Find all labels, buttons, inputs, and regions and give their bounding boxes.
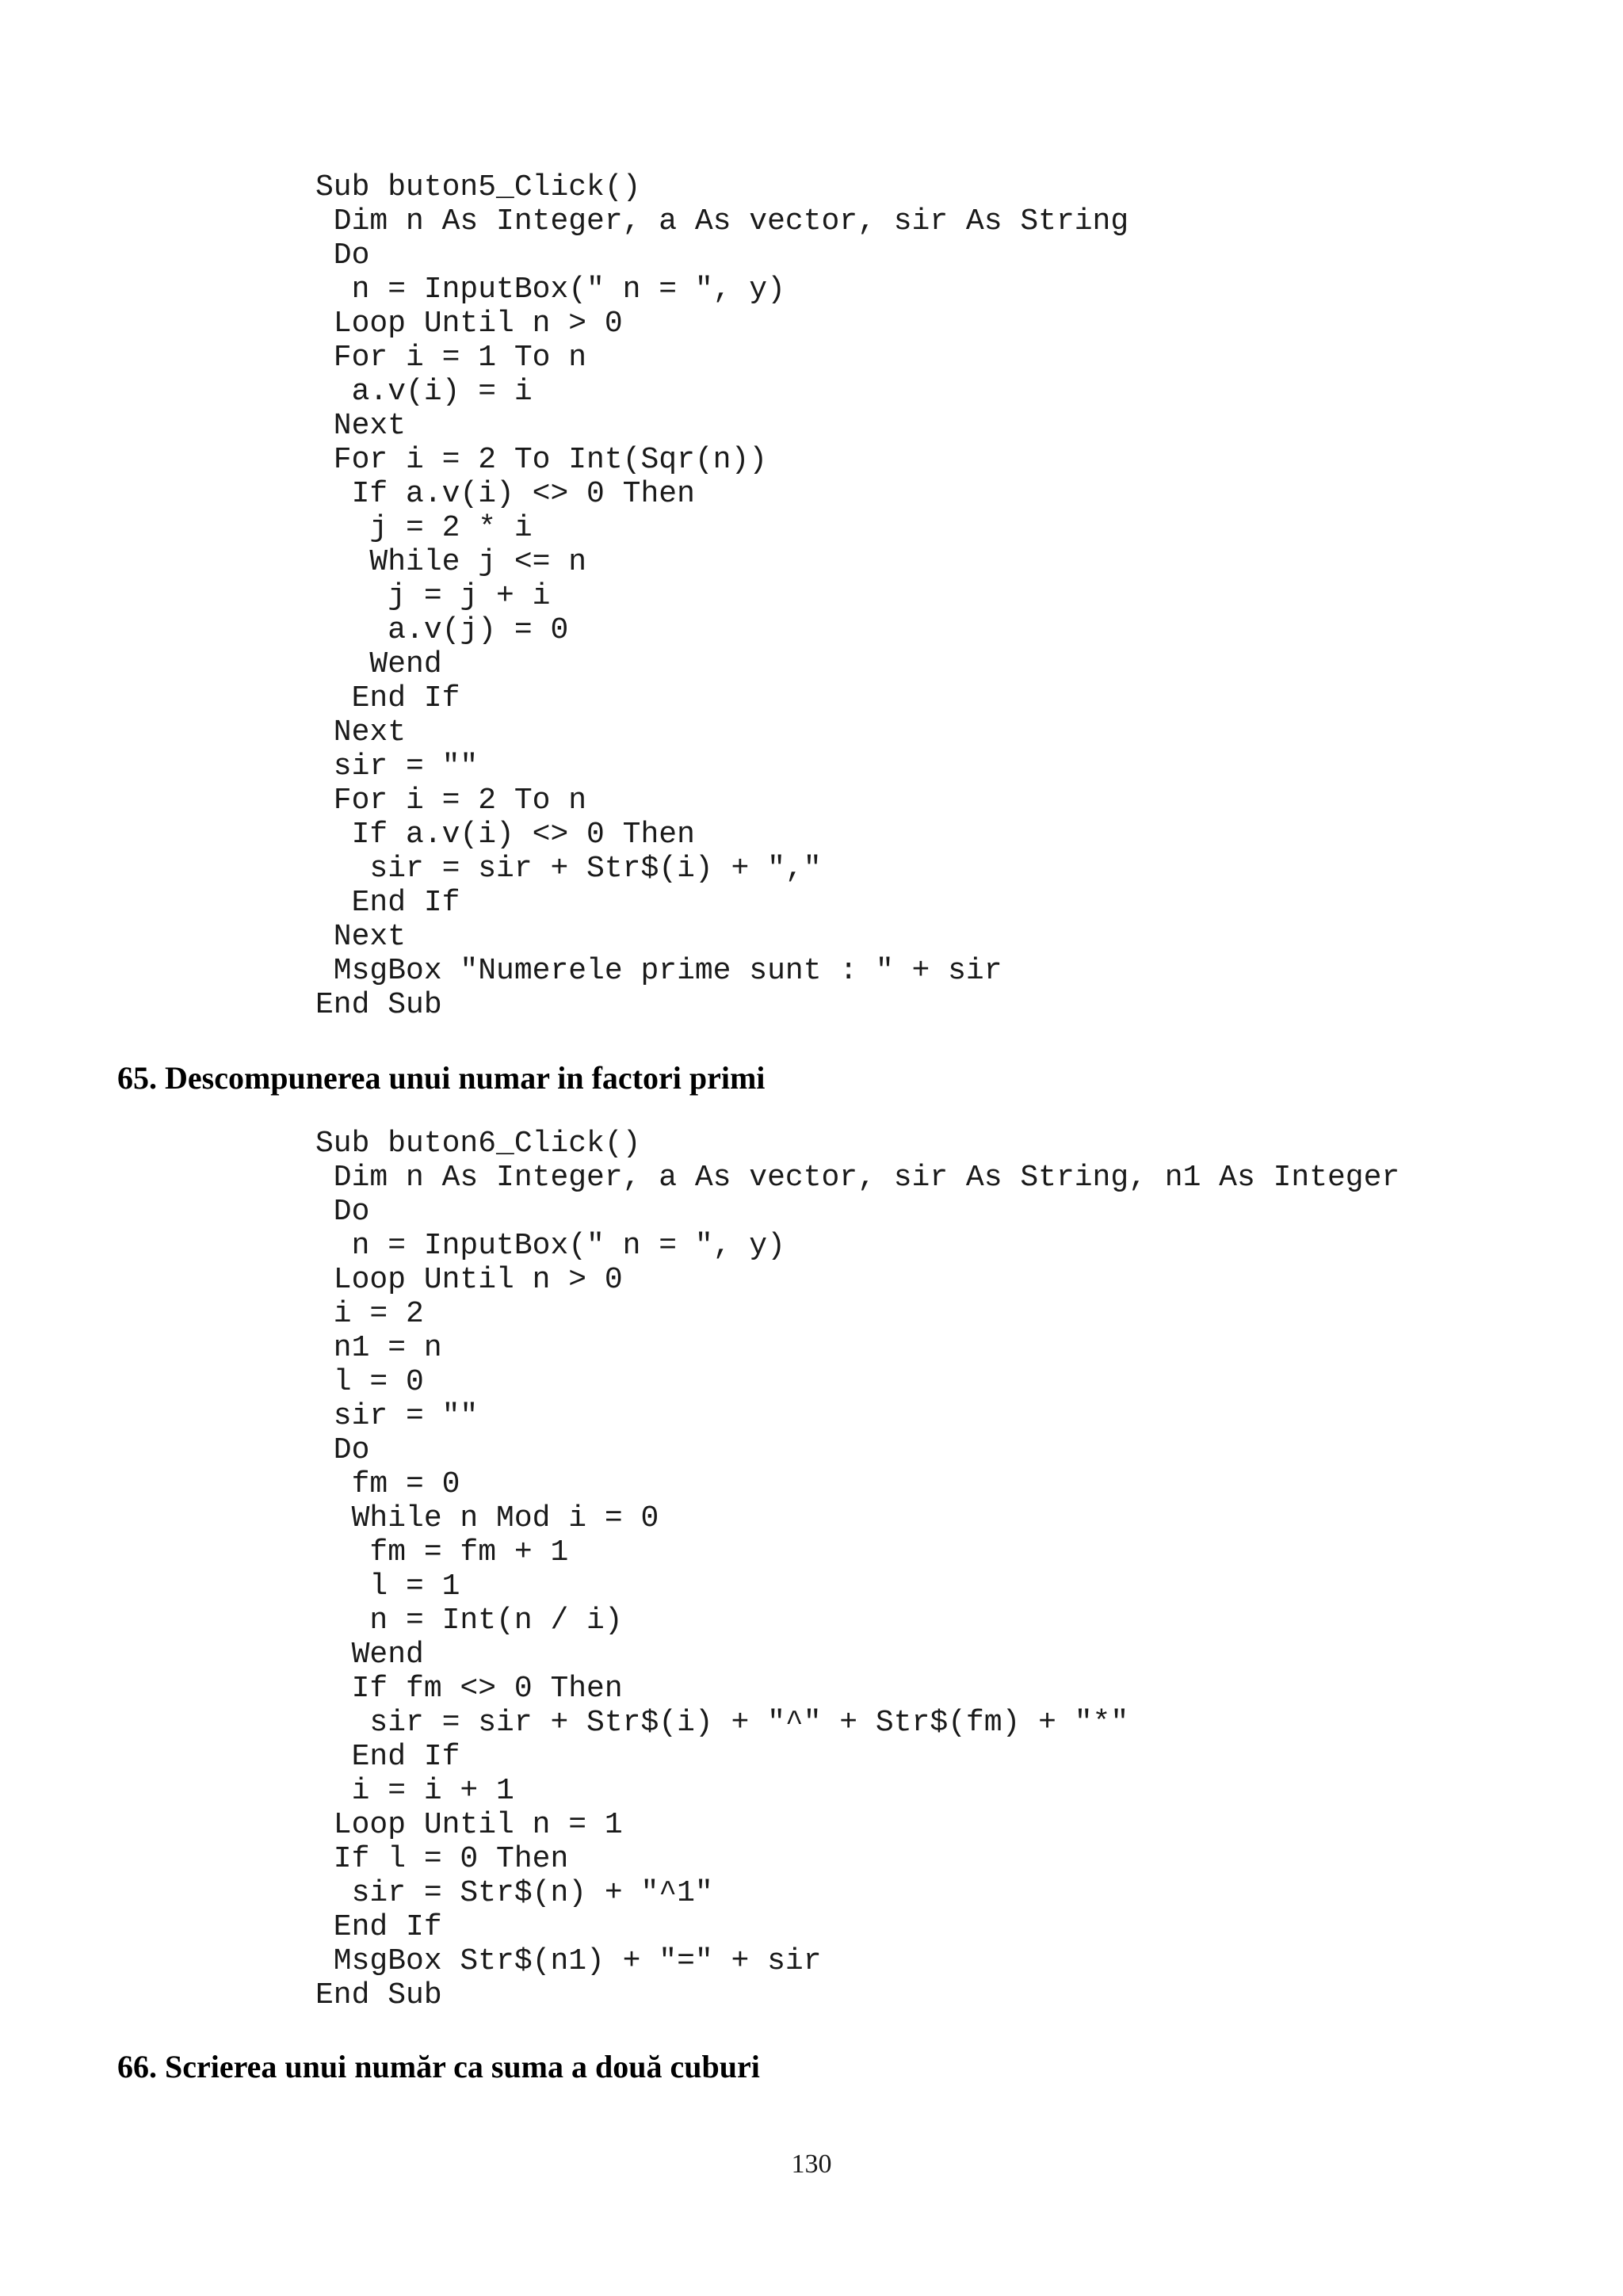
code-line: Sub buton5_Click() bbox=[315, 170, 641, 204]
code-line: Loop Until n > 0 bbox=[315, 307, 623, 341]
code-line: j = j + i bbox=[315, 579, 551, 613]
code-line: If fm <> 0 Then bbox=[315, 1672, 623, 1706]
code-line: n = InputBox(" n = ", y) bbox=[315, 1229, 785, 1263]
code-line: End Sub bbox=[315, 1978, 442, 2012]
code-line: j = 2 * i bbox=[315, 511, 533, 545]
code-line: End Sub bbox=[315, 988, 442, 1022]
code-line: For i = 1 To n bbox=[315, 341, 587, 375]
code-line: End If bbox=[315, 1910, 442, 1944]
code-line: Do bbox=[315, 1195, 370, 1229]
code-line: n1 = n bbox=[315, 1331, 442, 1365]
code-line: Wend bbox=[315, 647, 442, 681]
code-line: Loop Until n = 1 bbox=[315, 1808, 623, 1842]
code-line: i = i + 1 bbox=[315, 1774, 514, 1808]
code-line: Do bbox=[315, 238, 370, 273]
code-line: While n Mod i = 0 bbox=[315, 1501, 659, 1535]
code-line: MsgBox "Numerele prime sunt : " + sir bbox=[315, 954, 1002, 988]
code-line: l = 0 bbox=[315, 1365, 424, 1399]
code-line: i = 2 bbox=[315, 1297, 424, 1331]
code-line: Next bbox=[315, 715, 407, 749]
code-line: If l = 0 Then bbox=[315, 1842, 569, 1876]
code-line: a.v(j) = 0 bbox=[315, 613, 569, 647]
section-heading-66: 66. Scrierea unui număr ca suma a două cuburi bbox=[117, 2049, 760, 2084]
code-line: sir = "" bbox=[315, 1399, 479, 1433]
code-line: n = InputBox(" n = ", y) bbox=[315, 273, 785, 307]
code-line: MsgBox Str$(n1) + "=" + sir bbox=[315, 1944, 822, 1978]
code-line: End If bbox=[315, 681, 460, 715]
page-number: 130 bbox=[791, 2149, 832, 2179]
code-line: sir = sir + Str$(i) + "^" + Str$(fm) + "*" bbox=[315, 1706, 1129, 1740]
code-line: sir = Str$(n) + "^1" bbox=[315, 1876, 713, 1910]
code-line: For i = 2 To Int(Sqr(n)) bbox=[315, 443, 768, 477]
code-line: sir = sir + Str$(i) + "," bbox=[315, 852, 822, 886]
code-block-prime-numbers bbox=[315, 170, 1128, 1022]
code-line: l = 1 bbox=[315, 1569, 460, 1604]
code-line: End If bbox=[315, 1740, 460, 1774]
code-line: Wend bbox=[315, 1638, 424, 1672]
code-line: If a.v(i) <> 0 Then bbox=[315, 477, 695, 511]
code-block-prime-factorization bbox=[315, 1127, 1400, 2012]
code-line: Loop Until n > 0 bbox=[315, 1263, 623, 1297]
code-line: Dim n As Integer, a As vector, sir As String, n1 As Integer bbox=[315, 1161, 1400, 1195]
code-line: Next bbox=[315, 409, 407, 443]
code-line: Dim n As Integer, a As vector, sir As String bbox=[315, 204, 1129, 238]
code-line: fm = 0 bbox=[315, 1467, 460, 1501]
code-line: a.v(i) = i bbox=[315, 375, 533, 409]
code-line: If a.v(i) <> 0 Then bbox=[315, 818, 695, 852]
code-line: Do bbox=[315, 1433, 370, 1467]
code-line: While j <= n bbox=[315, 545, 587, 579]
code-line: Sub buton6_Click() bbox=[315, 1127, 641, 1161]
code-line: sir = "" bbox=[315, 749, 479, 784]
code-line: End If bbox=[315, 886, 460, 920]
code-line: For i = 2 To n bbox=[315, 784, 587, 818]
code-line: Next bbox=[315, 920, 407, 954]
code-line: n = Int(n / i) bbox=[315, 1604, 623, 1638]
section-heading-65: 65. Descompunerea unui numar in factori primi bbox=[117, 1060, 766, 1096]
code-line: fm = fm + 1 bbox=[315, 1535, 569, 1569]
